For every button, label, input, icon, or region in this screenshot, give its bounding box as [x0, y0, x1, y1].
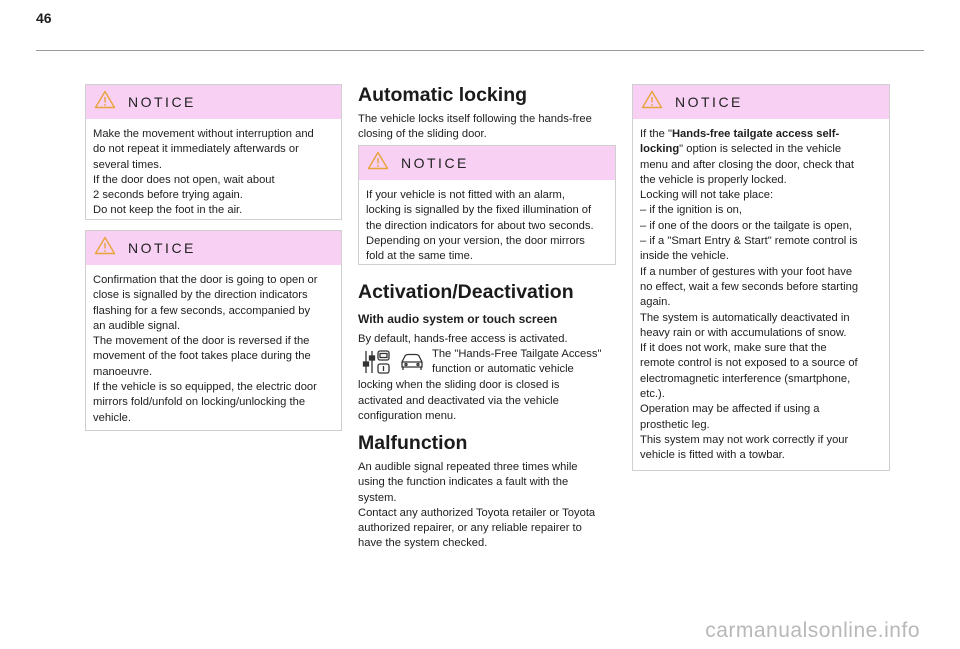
notice-line: If it does not work, make sure that the	[640, 342, 827, 355]
notice-body	[633, 119, 889, 472]
body-line: have the system checked.	[358, 537, 488, 550]
warning-icon	[359, 151, 401, 175]
notice-title: NOTICE	[675, 94, 743, 110]
text-run: If the "	[640, 128, 672, 140]
notice-line: the direction indicators for about two seconds.	[366, 219, 594, 232]
notice-body	[86, 119, 341, 227]
notice-box-3	[358, 145, 616, 265]
notice-line: Locking will not take place:	[640, 189, 774, 202]
notice-line: again.	[640, 296, 671, 309]
notice-line: If a number of gestures with your foot have	[640, 265, 853, 278]
notice-line: Confirmation that the door is going to open or	[93, 274, 318, 286]
notice-title: NOTICE	[401, 155, 469, 171]
settings-sliders-icon	[362, 349, 392, 380]
notice-body	[86, 265, 341, 434]
warning-icon	[633, 90, 675, 114]
notice-line: – if the ignition is on,	[640, 204, 742, 217]
body-line: authorized repairer, or any reliable repairer to	[358, 522, 582, 535]
body-line: The "Hands-Free Tailgate Access"	[432, 348, 602, 361]
body-line: An audible signal repeated three times while	[358, 461, 578, 473]
notice-box-1	[85, 84, 342, 220]
body-line: activated and deactivated via the vehicle	[358, 394, 559, 407]
notice-line: etc.).	[640, 388, 665, 401]
notice-line: electromagnetic interference (smartphone,	[640, 372, 851, 385]
notice-line: menu and after closing the door, check that	[640, 158, 854, 171]
notice-line: Do not keep the foot in the air.	[93, 204, 243, 217]
notice-line: The system is automatically deactivated in	[640, 311, 850, 324]
notice-line: an audible signal.	[93, 319, 181, 332]
header-rule	[36, 50, 924, 51]
notice-line: locking is signalled by the fixed illumination of	[366, 204, 592, 217]
text-run: " option is selected in the vehicle	[679, 143, 842, 156]
notice-line: several times.	[93, 158, 163, 171]
notice-line	[640, 127, 882, 142]
notice-line: If the vehicle is so equipped, the electric door	[93, 381, 317, 394]
notice-line: the vehicle is properly locked.	[640, 173, 787, 186]
bold-text: locking	[640, 143, 680, 156]
notice-line: inside the vehicle.	[640, 250, 729, 263]
body-line: function or automatic vehicle	[432, 363, 574, 376]
body-line: closing of the sliding door.	[358, 128, 487, 141]
notice-line: mirrors fold/unfold on locking/unlocking the	[93, 396, 306, 409]
warning-icon	[86, 236, 128, 260]
notice-title: NOTICE	[128, 240, 196, 256]
notice-header	[86, 85, 341, 119]
notice-body	[359, 180, 615, 272]
body-line: Contact any authorized Toyota retailer or Toyota	[358, 506, 596, 519]
watermark: carmanualsonline.info	[705, 619, 920, 642]
notice-line: movement of the foot takes place during the	[93, 350, 311, 363]
notice-line: 2 seconds before trying again.	[93, 189, 243, 202]
notice-line: vehicle.	[93, 411, 131, 424]
notice-line: flashing for a few seconds, accompanied by	[93, 304, 311, 317]
notice-line	[640, 142, 882, 157]
notice-line: close is signalled by the direction indicators	[93, 289, 308, 302]
notice-line: no effect, wait a few seconds before starting	[640, 280, 859, 293]
notice-header	[633, 85, 889, 119]
body-line: The vehicle locks itself following the hands-free	[358, 113, 592, 125]
notice-line: prosthetic leg.	[640, 418, 710, 431]
notice-line: Operation may be affected if using a	[640, 403, 820, 416]
section-heading: Automatic locking	[358, 84, 528, 106]
section-heading: Activation/Deactivation	[358, 281, 574, 303]
notice-line: vehicle is fitted with a towbar.	[640, 449, 785, 462]
notice-header	[86, 231, 341, 265]
activation-section	[358, 281, 616, 424]
notice-line: If the door does not open, wait about	[93, 173, 275, 186]
notice-line: remote control is not exposed to a source of	[640, 357, 858, 370]
bold-text: Hands-free tailgate access self-	[671, 128, 840, 140]
icon-text-row	[358, 347, 616, 378]
body-line: system.	[358, 491, 397, 504]
section-heading: Malfunction	[358, 432, 468, 454]
body-line: By default, hands-free access is activated.	[358, 333, 568, 345]
notice-box-4	[632, 84, 890, 471]
notice-line: Depending on your version, the door mirrors	[366, 234, 585, 247]
notice-line: – if one of the doors or the tailgate is open,	[640, 219, 853, 232]
body-line: using the function indicates a fault with the	[358, 476, 569, 489]
notice-line: manoeuvre.	[93, 365, 153, 378]
notice-line: Make the movement without interruption and	[93, 128, 314, 140]
notice-line: fold at the same time.	[366, 250, 473, 263]
subheading: With audio system or touch screen	[358, 312, 558, 326]
notice-line: do not repeat it immediately afterwards or	[93, 143, 299, 156]
notice-header	[359, 146, 615, 180]
notice-line: This system may not work correctly if your	[640, 433, 849, 446]
notice-line: If your vehicle is not fitted with an alarm,	[366, 189, 565, 201]
body-line: locking when the sliding door is closed is	[358, 379, 560, 392]
warning-icon	[86, 90, 128, 114]
malfunction-section	[358, 432, 616, 552]
notice-line: heavy rain or with accumulations of snow.	[640, 326, 847, 339]
car-icon	[399, 353, 425, 376]
notice-title: NOTICE	[128, 94, 196, 110]
auto-locking-section	[358, 84, 616, 143]
notice-box-2	[85, 230, 342, 431]
body-line: configuration menu.	[358, 409, 457, 422]
notice-line: The movement of the door is reversed if the	[93, 335, 310, 348]
notice-line: – if a "Smart Entry & Start" remote control is	[640, 235, 858, 248]
page-number: 46	[36, 10, 52, 26]
